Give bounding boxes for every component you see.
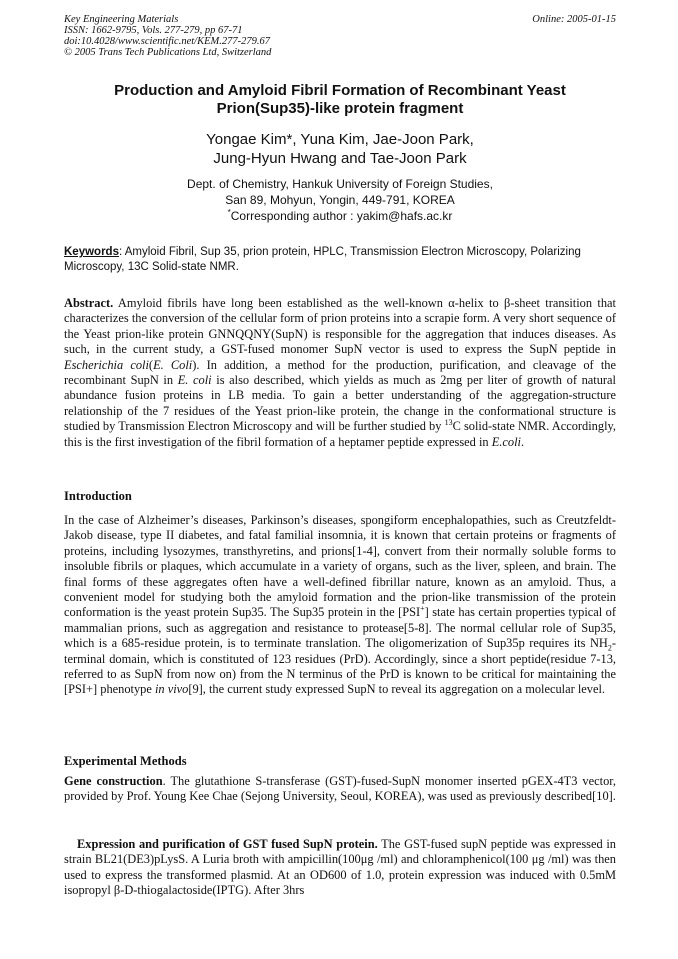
affiliation-line-2: San 89, Mohyun, Yongin, 449-791, KOREA [225,193,455,207]
intro-subscript: 2 [607,643,612,653]
gene-construction-label: Gene construction [64,774,163,788]
introduction-heading: Introduction [64,489,132,503]
gene-construction-text: . The glutathione S-transferase (GST)-fused-SupN monomer inserted pGEX-4T3 vector, provided by Prof. Young Kee Chae (Sejong University, Seoul, KOREA), was used as previously described[10]. [64,774,616,804]
keywords [64,245,616,274]
expression-paragraph [64,837,616,899]
intro-italic: in vivo [154,682,189,697]
keywords-text: Amyloid Fibril, Sup 35, prion protein, HPLC, Transmission Electron Microscopy, Polarizing Microscopy, 13C Solid-state NMR. [64,246,581,273]
abstract-italic: E. Coli [153,357,193,372]
intro-text: In the case of Alzheimer’s diseases, Parkinson’s diseases, spongiform encephalopathies, such as Creutzfeldt-Jakob disease, type II diabetes, and fatal familial insomnia, it is known that certain proteins or fragments of proteins, including lysozymes, transthyretins, and prions[1-4], convert from their normally soluble forms to insoluble fibrils or plaques, which accumulate in a variety of organs, such as the liver, spleen, and brain. The final forms of these aggregates often have a well-defined fibrillar nature, known as an amyloid. Thus, a convenient model for studying both the amyloid formation and the prion-like transmission of the protein conformation is the yeast protein Sup35. The Sup35 protein in the [PSI [64,513,616,620]
authors-line-2: Jung-Hyun Hwang and Tae-Joon Park [213,150,467,167]
corresponding-mark: * [227,208,231,217]
intro-superscript: + [420,604,425,614]
abstract-label: Abstract. [64,296,114,310]
authors-line-1: Yongae Kim*, Yuna Kim, Jae-Joon Park, [206,131,474,148]
online-date: Online: 2005-01-15 [532,14,616,25]
gene-construction-paragraph [64,774,616,805]
author-list [64,130,616,168]
introduction-paragraph [64,513,616,698]
journal-name: Key Engineering Materials [64,14,179,25]
abstract-text: C solid-state NMR. Accordingly, this is the first investigation of the fibril formation of a heptamer peptide expressed in [64,419,616,449]
abstract-italic: E. coli [177,373,212,388]
keywords-label: Keywords [64,246,119,258]
abstract [64,296,616,450]
corresponding-author [64,208,616,224]
abstract-text: ). In addition, a method for the production, purification, and cleavage of the recombinant SupN in [64,357,616,388]
methods-heading: Experimental Methods [64,754,187,768]
affiliation-line-1: Dept. of Chemistry, Hankuk University of Foreign Studies, [187,177,493,191]
title-line-1: Production and Amyloid Fibril Formation of Recombinant Yeast [114,82,566,99]
journal-doi: doi:10.4028/www.scientific.net/KEM.277-279.67 [64,36,270,47]
corresponding-text: Corresponding author : yakim@hafs.ac.kr [230,209,453,223]
abstract-italic: Escherichia coli [64,357,149,372]
abstract-text: is also described, which yields as much as 2mg per liter of growth of natural abundance fusion proteins in LB media. To gain a better understanding of the aggregation-structure relationship of the 7 residues of the Yeast prion-like protein, the change in the conformational structure is studied by Transmission Electron Microscopy and will be further studied by [64,373,616,434]
paper-title [64,82,616,118]
expression-label: Expression and purification of GST fused SupN protein. [77,837,378,851]
intro-text: [9], the current study expressed SupN to reveal its aggregation on a molecular level. [188,682,606,697]
journal-copyright: © 2005 Trans Tech Publications Ltd, Switzerland [64,47,272,58]
journal-issn: ISSN: 1662-9795, Vols. 277-279, pp 67-71 [64,25,243,36]
expression-text: The GST-fused supN peptide was expressed in strain BL21(DE3)pLysS. A Luria broth with ampicillin(100μg /ml) and chloramphenicol(100 μg /ml) was then used to express the transformed plasmid. At an OD600 of 1.0, protein expression was induced with 0.5mM isopropyl β-D-thiogalactoside(IPTG). After 3hrs [64,837,616,898]
abstract-text: Amyloid fibrils have long been established as the well-known α-helix to β-sheet transition that characterizes the conversion of the cellular form of prion proteins into a scrapie form. A very short sequence of the Yeast prion-like protein GNNQQNY(SupN) is responsible for the aggregation that induces diseases. As such, in the current study, a GST-fused monomer SupN vector is used to express the SupN peptide in [64,296,616,357]
abstract-text: ( [148,357,154,372]
keywords-sep: : [118,246,125,258]
intro-text: -terminal domain, which is constituted of 123 residues (PrD). Accordingly, since a short peptide(residue 7-13, referred to as SupN from now on) from the N terminus of the PrD is known to be critical for maintaining the [PSI+] phenotype [64,636,616,697]
affiliation [64,176,616,224]
title-line-2: Prion(Sup35)-like protein fragment [216,100,464,117]
intro-text: ] state has certain properties typical of mammalian prions, such as aggregation and resistance to protease[5-8]. The normal cellular role of Sup35, which is a 685-residue protein, is to terminate translation. The oligomerization of Sup35p requires its NH [64,605,616,651]
abstract-superscript: 13 [444,418,453,428]
journal-header [64,14,616,58]
abstract-text: . [520,434,525,449]
abstract-italic: E.coli [491,434,521,449]
